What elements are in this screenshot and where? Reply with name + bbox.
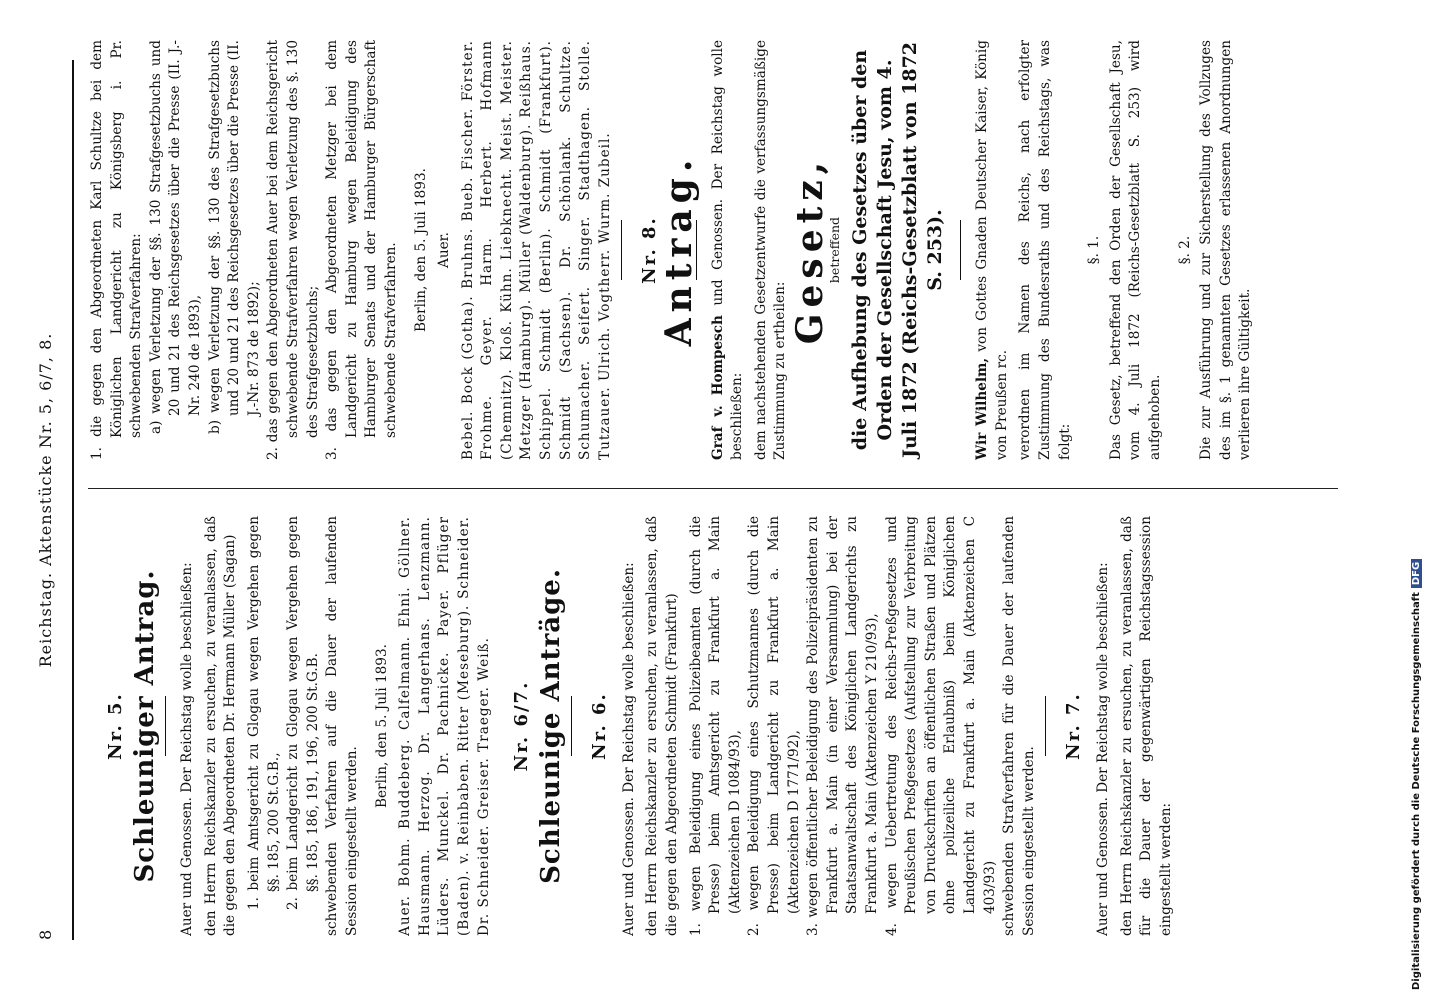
nr8-intro-rest: und Genossen. Der Reichstag wolle beschließen: <box>709 40 746 460</box>
nr7-item-1b: b) wegen Verletzung der §§. 130 des Strafgesetzbuchs und 20 und 21 des Reichsgesetzes über die Presse (II. J.-Nr. 873 de 1892); <box>206 40 262 434</box>
running-title: Reichstag. Aktenstücke Nr. 5, 6/7, 8. <box>36 332 55 668</box>
nr6-number: Nr. 6. <box>589 692 611 760</box>
digitization-credit <box>1410 0 1430 1000</box>
right-column <box>88 40 1398 460</box>
nr7-intro: Auer und Genossen. Der Reichstag wolle beschließen: <box>1094 562 1111 936</box>
nr7-request: den Herrn Reichskanzler zu ersuchen, zu veranlassen, daß für die Dauer der gegenwärtigen Reichstagssession eingestellt werden: <box>1118 516 1174 936</box>
nr7-signers: Bebel. Bock (Gotha). Bruhns. Bueb. Fischer. Förster. Frohme. Geyer. Harm. Herbert. Hofmann (Chemnitz). Kloß. Kühn. Liebknecht. Meist. Meister. Metzger (Hamburg). Müller (Waldenburg). Reißhaus. Schippel. Schmidt (Berlin). Schmidt (Frankfurt). Schmidt (Sachsen). Dr. Schönlank. Schultze. Schumacher. Seifert. Singer. Stadthagen. Stolle. Tutzauer. Ulrich. Vogtherr. Wurm. Zubeil. <box>459 40 613 460</box>
nr7-number: Nr. 7. <box>1063 692 1085 760</box>
nr8-law-word: Gesetz, <box>789 155 831 345</box>
nr8-sec2-text: Die zur Ausführung und zur Sicherstellung des Vollzuges des im §. 1 genannten Gesetzes erlassenen Anordnungen verlieren ihre Gültigkeit. <box>1198 40 1254 460</box>
nr8-sec1-text: Das Gesetz, betreffend den Orden der Gesellschaft Jesu, vom 4. Juli 1872 (Reichs-Gesetzblatt S. 253) wird aufgehoben. <box>1107 40 1163 460</box>
nr5-item-1: 1. beim Amtsgericht zu Glogau wegen Vergehen gegen §§. 185, 200 St.G.B., <box>245 516 282 910</box>
nr6-item-1: 1. wegen Beleidigung eines Polizeibeamten (durch die Presse) beim Amtsgericht zu Frankfurt a. Main (Aktenzeichen D 1084/93), <box>687 516 743 936</box>
nr8-request: dem nachstehenden Gesetzentwurfe die verfassungsmäßige Zustimmung zu ertheilen: <box>752 40 789 460</box>
nr6-request: den Herrn Reichskanzler zu ersuchen, zu veranlassen, daß die gegen den Abgeordneten Schmidt (Frankfurt) <box>644 516 681 936</box>
nr8-number: Nr. 8. <box>639 216 661 284</box>
nr5-closing: schwebenden Verfahren auf die Dauer der laufenden Session eingestellt werden. <box>324 516 360 936</box>
page-number: 8 <box>36 929 55 940</box>
nr5-date: Berlin, den 5. Juli 1893. <box>373 644 390 808</box>
nr5-item-2: 2. beim Landgericht zu Glogau wegen Vergehen gegen §§. 185, 186, 191, 196, 200 St.G.B. <box>285 516 321 910</box>
nr8-rule-2 <box>960 220 961 280</box>
nr7-first-signer: Auer. <box>436 232 453 268</box>
nr8-heading: Antrag. <box>658 153 701 347</box>
nr8-intro-name: Graf v. Hompesch <box>709 315 726 460</box>
running-header <box>36 60 66 940</box>
nr8-betreffend: betreffend <box>826 216 842 284</box>
nr7-item-1: 1. die gegen den Abgeordneten Karl Schultze bei dem Königlichen Landgericht zu Königsberg i. Pr. schwebenden Strafverfahren: <box>89 40 145 460</box>
left-column <box>88 516 1398 936</box>
nr6-intro: Auer und Genossen. Der Reichstag wolle beschließen: <box>620 562 637 936</box>
nr5-heading: Schleuniger Antrag. <box>129 569 160 883</box>
credit-label: Digitalisierung gefördert durch die Deutsche Forschungsgemeinschaft <box>1411 592 1422 990</box>
nr7-item-1a: a) wegen Verletzung der §§. 130 Strafgesetzbuchs und 20 und 21 des Reichsgesetzes über die Presse (II. J.-Nr. 240 de 1893), <box>147 40 203 434</box>
nr7-rule <box>621 220 622 280</box>
nr8-law-title: die Aufhebung des Gesetzes über den Orden der Gesellschaft Jesu, vom 4. Juli 1872 (Reichs-Gesetzblatt von 1872 S. 253). <box>849 41 947 459</box>
nr7-item-3: 3. das gegen den Abgeordneten Metzger bei dem Landgericht zu Hamburg wegen Beleidigung des Hamburger Senats und der Hamburger Bürgerschaft schwebende Strafverfahren. <box>324 40 399 460</box>
nr8-enact <box>973 40 1012 460</box>
nr6-item-2: 2. wegen Beleidigung eines Schutzmannes (durch die Presse) beim Landgericht zu Frankfurt a. Main (Aktenzeichen D 1771/92), <box>746 516 802 936</box>
nr5-rule <box>165 696 166 756</box>
nr8-sec1-head: §. 1. <box>1086 235 1103 265</box>
column-divider <box>88 488 1338 489</box>
nr6-item-4: 4. wegen Uebertretung des Reichs-Preßgesetzes und Preußischen Preßgesetzes (Aufstellung zur Verbreitung von Druckschriften an öffentlichen Straßen und Plätzen ohne polizeiliche Erlaubniß) beim Königlichen Landgericht zu Frankfurt a. Main (Aktenzeichen C 403/93) <box>883 516 998 936</box>
nr5-request: den Herrn Reichskanzler zu ersuchen, zu veranlassen, daß die gegen den Abgeordneten Dr. Hermann Müller (Sagan) <box>202 516 239 936</box>
nr5-intro: Auer und Genossen. Der Reichstag wolle beschließen: <box>179 562 196 936</box>
nr6-closing: schwebenden Strafverfahren für die Dauer der laufenden Session eingestellt werden. <box>1001 516 1037 936</box>
header-rule <box>72 60 74 940</box>
nr67-heading: Schleunige Anträge. <box>535 568 566 884</box>
nr7-item-2: 2. das gegen den Abgeordneten Auer bei dem Reichsgericht schwebende Strafverfahren wegen Verletzung des §. 130 des Strafgesetzbuchs; <box>265 40 321 460</box>
credit-text <box>1411 559 1422 990</box>
nr5-number: Nr. 5. <box>105 692 126 760</box>
nr8-enact-text: verordnen im Namen des Reichs, nach erfolgter Zustimmung des Bundesraths und des Reichstags, was folgt: <box>1017 40 1073 460</box>
nr7-date: Berlin, den 5. Juli 1893. <box>412 168 429 332</box>
nr8-enact-rest: von Gottes Gnaden Deutscher Kaiser, König von Preußen rc. <box>974 40 1010 460</box>
nr8-sec2-head: §. 2. <box>1176 235 1193 265</box>
nr67-number: Nr. 6/7. <box>511 680 533 772</box>
nr5-signers: Auer. Bohm. Buddeberg. Calfelmann. Ehni. Göllner. Hausmann. Herzog. Dr. Langerhans. Lenzmann. Lüders. Munckel. Dr. Pachnicke. Payer. Pflüger (Baden). v. Reinbaben. Ritter (Meseburg). Schneider. Dr. Schneider. Greiser. Traeger. Weiß. <box>397 516 492 936</box>
dfg-logo: DFG <box>1411 559 1422 588</box>
nr8-intro <box>709 40 748 460</box>
nr6-rule <box>1045 696 1046 756</box>
nr67-rule <box>571 696 572 756</box>
nr8-enact-name: Wir Wilhelm, <box>974 357 991 460</box>
nr6-item-3: 3. wegen öffentlicher Beleidigung des Polizeipräsidenten zu Frankfurt a. Main (in einer Versammlung) bei der Staatsanwaltschaft des Königlichen Landgerichts zu Frankfurt a. Main (Aktenzeichen Y 210/93), <box>805 516 880 936</box>
